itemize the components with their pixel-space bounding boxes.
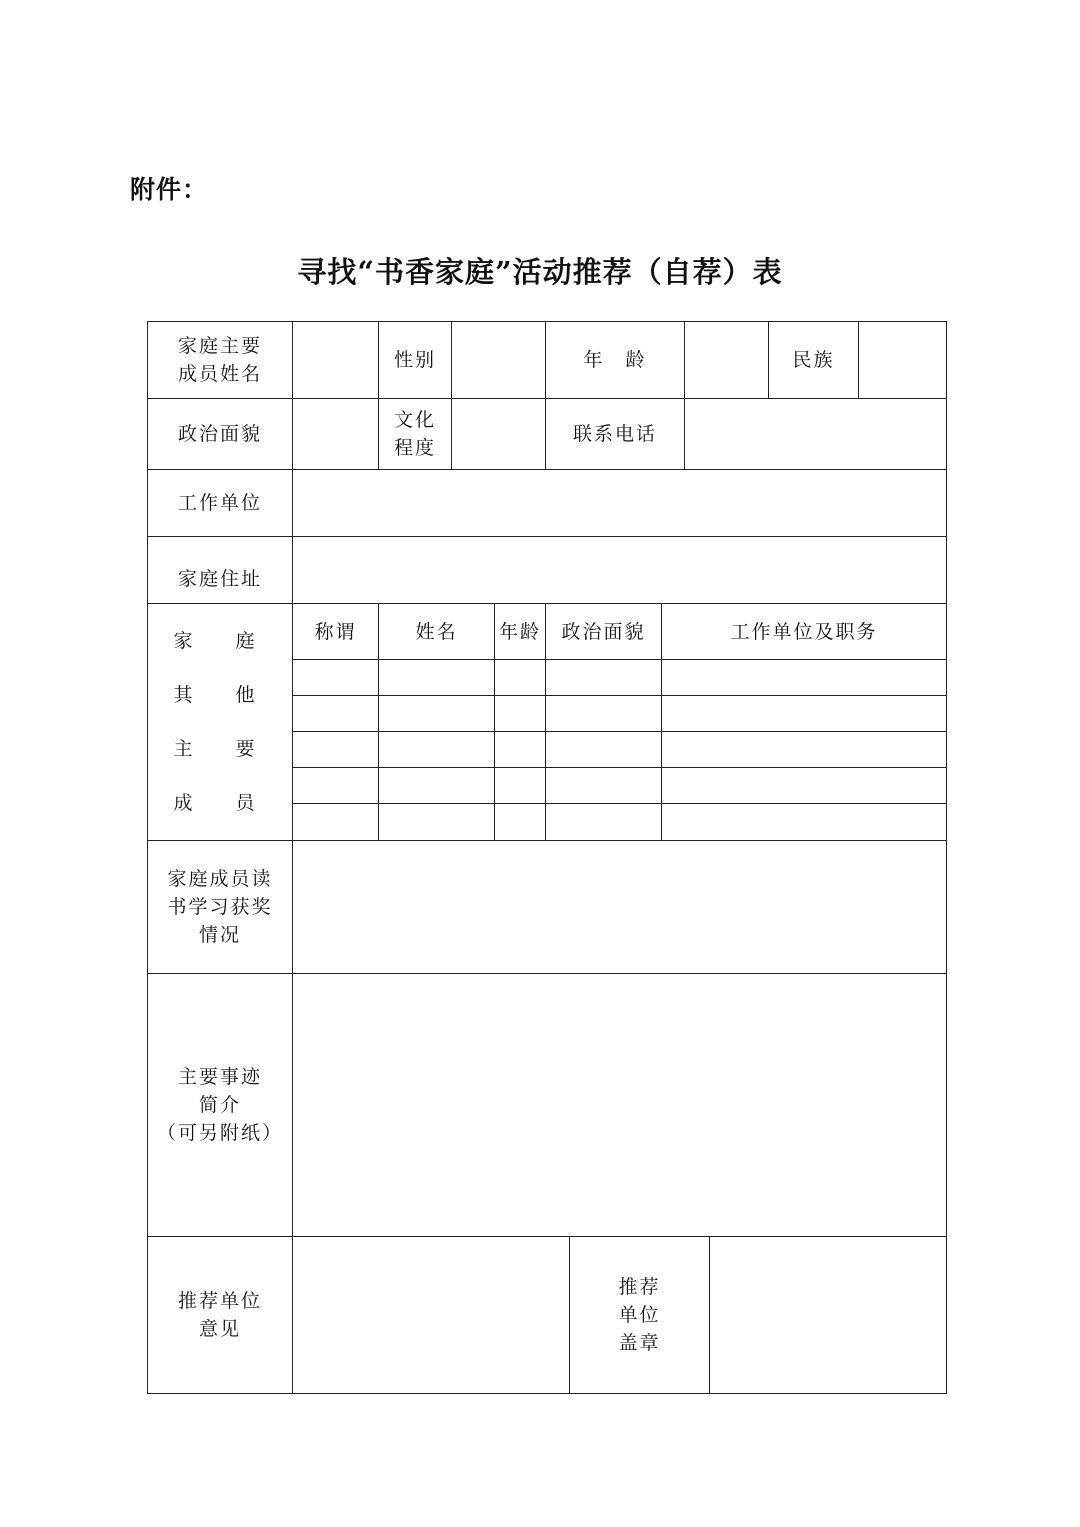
phone-field[interactable]: [685, 399, 947, 470]
phone-label: 联系电话: [546, 399, 685, 470]
member-age-header: 年龄: [495, 604, 546, 660]
work-position-header: 工作单位及职务: [662, 604, 947, 660]
other-members-label: 家 庭 其 他 主 要 成 员: [148, 604, 293, 841]
political-status-field[interactable]: [293, 399, 379, 470]
gender-label: 性别: [379, 322, 452, 399]
name-header: 姓名: [379, 604, 495, 660]
age-label: 年 龄: [546, 322, 685, 399]
main-member-name-label: 家庭主要 成员姓名: [148, 322, 293, 399]
relation-cell[interactable]: [293, 768, 379, 804]
education-field[interactable]: [452, 399, 546, 470]
age-cell[interactable]: [495, 660, 546, 696]
name-cell[interactable]: [379, 732, 495, 768]
recommend-seal-label: 推荐 单位 盖章: [570, 1237, 710, 1394]
deeds-field[interactable]: [293, 974, 947, 1237]
ethnicity-field[interactable]: [859, 322, 947, 399]
gender-field[interactable]: [452, 322, 546, 399]
political-cell[interactable]: [546, 768, 662, 804]
name-cell[interactable]: [379, 696, 495, 732]
form-title: 寻找“书香家庭”活动推荐（自荐）表: [297, 255, 783, 289]
age-cell[interactable]: [495, 804, 546, 841]
age-cell[interactable]: [495, 696, 546, 732]
awards-label: 家庭成员读 书学习获奖 情况: [148, 841, 293, 974]
work-position-cell[interactable]: [662, 696, 947, 732]
age-cell[interactable]: [495, 768, 546, 804]
name-cell[interactable]: [379, 660, 495, 696]
relation-header: 称谓: [293, 604, 379, 660]
main-member-name-field[interactable]: [293, 322, 379, 399]
political-cell[interactable]: [546, 732, 662, 768]
work-position-cell[interactable]: [662, 768, 947, 804]
home-address-field[interactable]: [293, 537, 947, 604]
ethnicity-label: 民族: [769, 322, 859, 399]
work-unit-label: 工作单位: [148, 470, 293, 537]
political-status-label: 政治面貌: [148, 399, 293, 470]
recommend-seal-field[interactable]: [710, 1237, 947, 1394]
relation-cell[interactable]: [293, 696, 379, 732]
age-cell[interactable]: [495, 732, 546, 768]
relation-cell[interactable]: [293, 660, 379, 696]
member-political-header: 政治面貌: [546, 604, 662, 660]
work-position-cell[interactable]: [662, 732, 947, 768]
work-position-cell[interactable]: [662, 660, 947, 696]
political-cell[interactable]: [546, 804, 662, 841]
work-position-cell[interactable]: [662, 804, 947, 841]
deeds-label: 主要事迹 简介 （可另附纸）: [148, 974, 293, 1237]
attachment-label: 附件：: [130, 175, 209, 204]
relation-cell[interactable]: [293, 804, 379, 841]
name-cell[interactable]: [379, 768, 495, 804]
recommend-opinion-field[interactable]: [293, 1237, 570, 1394]
recommend-opinion-label: 推荐单位 意见: [148, 1237, 293, 1394]
age-field[interactable]: [685, 322, 769, 399]
education-label: 文化 程度: [379, 399, 452, 470]
political-cell[interactable]: [546, 696, 662, 732]
relation-cell[interactable]: [293, 732, 379, 768]
work-unit-field[interactable]: [293, 470, 947, 537]
recommendation-form: [147, 321, 947, 1394]
awards-field[interactable]: [293, 841, 947, 974]
home-address-label: 家庭住址: [148, 537, 293, 604]
name-cell[interactable]: [379, 804, 495, 841]
political-cell[interactable]: [546, 660, 662, 696]
